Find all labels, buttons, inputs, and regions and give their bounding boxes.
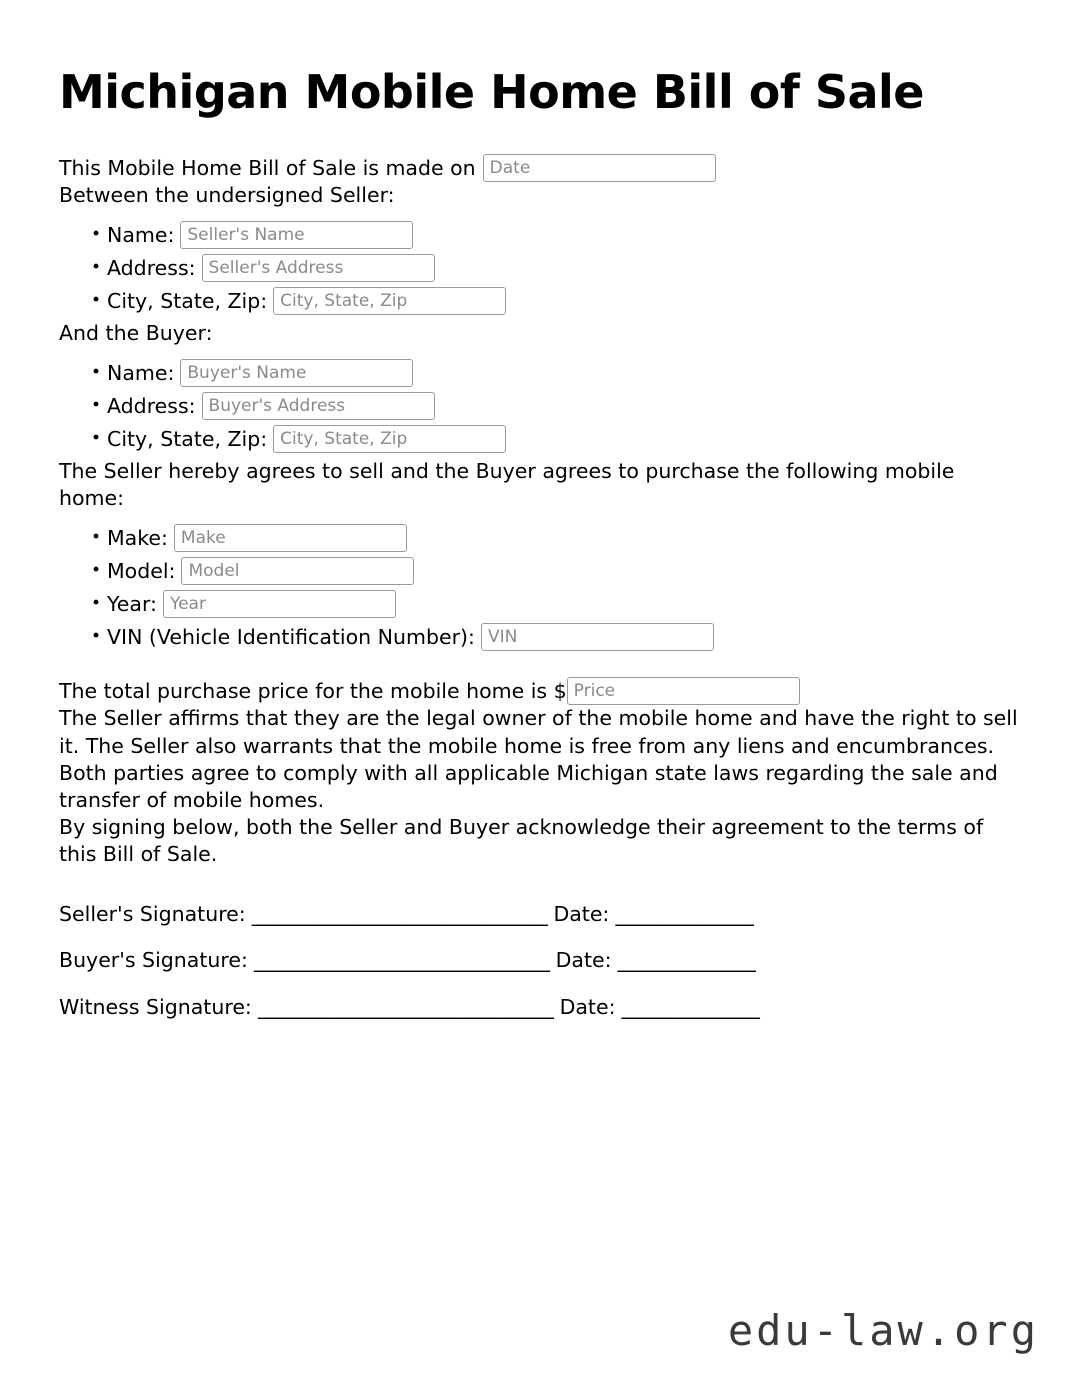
- buyer-signature-line[interactable]: ______________________________: [247, 948, 556, 973]
- list-item: [107, 524, 1019, 552]
- property-intro-paragraph: The Seller hereby agrees to sell and the Buyer agrees to purchase the following mobile home:: [59, 459, 955, 511]
- buyer-date-label: Date:: [555, 948, 612, 973]
- model-label: • Model:: [107, 559, 176, 584]
- purchase-price-label: The total purchase price for the mobile home is $: [59, 679, 567, 704]
- seller-city-state-zip-input[interactable]: [273, 287, 506, 315]
- buyer-date-line[interactable]: ______________: [611, 948, 756, 973]
- list-item: [107, 359, 1019, 387]
- seller-signature-line[interactable]: ______________________________: [245, 901, 554, 926]
- list-item: [107, 254, 1019, 282]
- made-on-label: This Mobile Home Bill of Sale is made on: [59, 156, 476, 181]
- list-item: [107, 221, 1019, 249]
- witness-date-label: Date:: [559, 994, 616, 1019]
- page-title: Michigan Mobile Home Bill of Sale: [59, 65, 925, 119]
- witness-signature-label: Witness Signature:: [59, 994, 252, 1019]
- site-watermark: edu-law.org: [727, 1306, 1039, 1355]
- buyer-name-label: • Name:: [107, 361, 175, 386]
- seller-city-state-zip-label: • City, State, Zip:: [107, 289, 268, 314]
- buyer-address-label: • Address:: [107, 394, 196, 419]
- make-input[interactable]: [174, 524, 407, 552]
- buyer-city-state-zip-input[interactable]: [273, 425, 506, 453]
- seller-affirmation-paragraph: The Seller affirms that they are the legal owner of the mobile home and have the right to sell it. The Seller also warrants that the mobile home is free from any liens and encumbrances.: [59, 706, 1018, 758]
- list-item: [107, 557, 1019, 585]
- seller-address-label: • Address:: [107, 256, 196, 281]
- make-label: • Make:: [107, 526, 168, 551]
- buyer-signature-label: Buyer's Signature:: [59, 948, 248, 973]
- model-input[interactable]: [181, 557, 414, 585]
- made-on-line: [59, 154, 1019, 182]
- compliance-paragraph: Both parties agree to comply with all applicable Michigan state laws regarding the sale and transfer of mobile homes.: [59, 760, 998, 812]
- property-fields-list: [59, 524, 1019, 651]
- vin-label: • VIN (Vehicle Identification Number):: [107, 625, 475, 650]
- seller-heading: Between the undersigned Seller:: [59, 183, 395, 208]
- document-content: [59, 0, 1019, 1042]
- signature-block: [59, 902, 1019, 1020]
- buyer-fields-list: [59, 359, 1019, 453]
- list-item: [107, 590, 1019, 618]
- year-input[interactable]: [163, 590, 396, 618]
- list-item: [107, 287, 1019, 315]
- buyer-heading: And the Buyer:: [59, 321, 213, 346]
- seller-fields-list: [59, 221, 1019, 315]
- seller-address-input[interactable]: [202, 254, 435, 282]
- date-input[interactable]: [483, 154, 716, 182]
- year-label: • Year:: [107, 592, 157, 617]
- buyer-address-input[interactable]: [202, 392, 435, 420]
- acknowledgement-paragraph: By signing below, both the Seller and Buyer acknowledge their agreement to the terms of this Bill of Sale.: [59, 814, 984, 866]
- witness-date-line[interactable]: ______________: [615, 994, 760, 1019]
- purchase-price-line: [59, 677, 1019, 705]
- seller-date-label: Date:: [553, 901, 610, 926]
- witness-signature-row: [59, 995, 1019, 1020]
- vin-input[interactable]: [481, 623, 714, 651]
- seller-signature-label: Seller's Signature:: [59, 901, 246, 926]
- price-input[interactable]: [567, 677, 800, 705]
- list-item: [107, 425, 1019, 453]
- buyer-name-input[interactable]: [180, 359, 413, 387]
- witness-signature-line[interactable]: ______________________________: [251, 994, 560, 1019]
- buyer-signature-row: [59, 948, 1019, 973]
- buyer-city-state-zip-label: • City, State, Zip:: [107, 427, 268, 452]
- list-item: [107, 392, 1019, 420]
- seller-name-label: • Name:: [107, 223, 175, 248]
- seller-signature-row: [59, 902, 1019, 927]
- seller-name-input[interactable]: [180, 221, 413, 249]
- seller-date-line[interactable]: ______________: [609, 901, 754, 926]
- list-item: [107, 623, 1019, 651]
